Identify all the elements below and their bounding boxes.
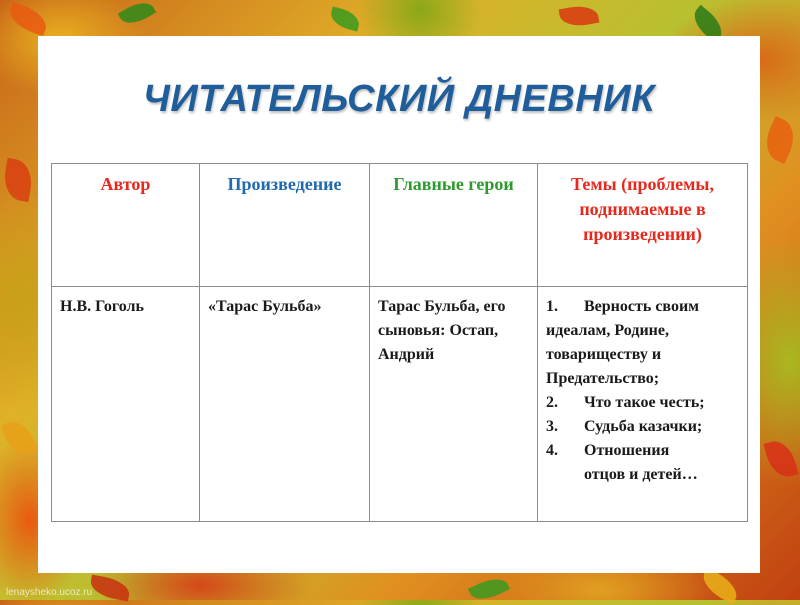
cell-author: Н.В. Гоголь — [52, 287, 200, 522]
themes-list — [546, 295, 739, 487]
watermark: lenaysheko.ucoz.ru — [6, 587, 93, 598]
leaf-decoration — [1, 158, 36, 202]
cell-themes — [538, 287, 748, 522]
header-work: Произведение — [200, 164, 370, 287]
leaf-decoration — [118, 0, 156, 29]
list-item-number: 2. — [546, 394, 558, 411]
list-item — [546, 391, 739, 415]
list-item-number: 3. — [546, 418, 558, 435]
list-item-number: 1. — [546, 298, 558, 315]
header-themes: Темы (проблемы, поднимаемые в произведении) — [538, 164, 748, 287]
list-item-text: Верность своим — [584, 298, 700, 315]
header-author: Автор — [52, 164, 200, 287]
list-item-continuation: отцов и детей… — [584, 466, 698, 483]
list-item-continuation: идеалам, Родине, товариществу и Предательство; — [546, 322, 669, 387]
table-header-row — [52, 164, 748, 287]
leaf-decoration — [328, 6, 362, 31]
table-row — [52, 287, 748, 522]
cell-work: «Тарас Бульба» — [200, 287, 370, 522]
list-item-text: Судьба казачки; — [584, 418, 703, 435]
header-heroes: Главные герои — [370, 164, 538, 287]
leaf-decoration — [559, 3, 600, 29]
leaf-decoration — [89, 575, 132, 602]
leaf-decoration — [1, 417, 38, 460]
leaf-decoration — [764, 437, 799, 480]
list-item — [546, 439, 739, 487]
list-item-text: Отношения — [584, 442, 670, 459]
reading-diary-table — [51, 163, 748, 522]
list-item-number: 4. — [546, 442, 558, 459]
list-item — [546, 415, 739, 439]
leaf-decoration — [759, 116, 800, 164]
leaf-decoration — [5, 2, 50, 36]
content-panel — [38, 36, 760, 573]
list-item — [546, 295, 739, 391]
leaf-decoration — [468, 573, 510, 605]
list-item-text: Что такое честь; — [584, 394, 705, 411]
cell-heroes: Тарас Бульба, его сыновья: Остап, Андрий — [370, 287, 538, 522]
page-title: ЧИТАТЕЛЬСКИЙ ДНЕВНИК — [142, 78, 655, 120]
